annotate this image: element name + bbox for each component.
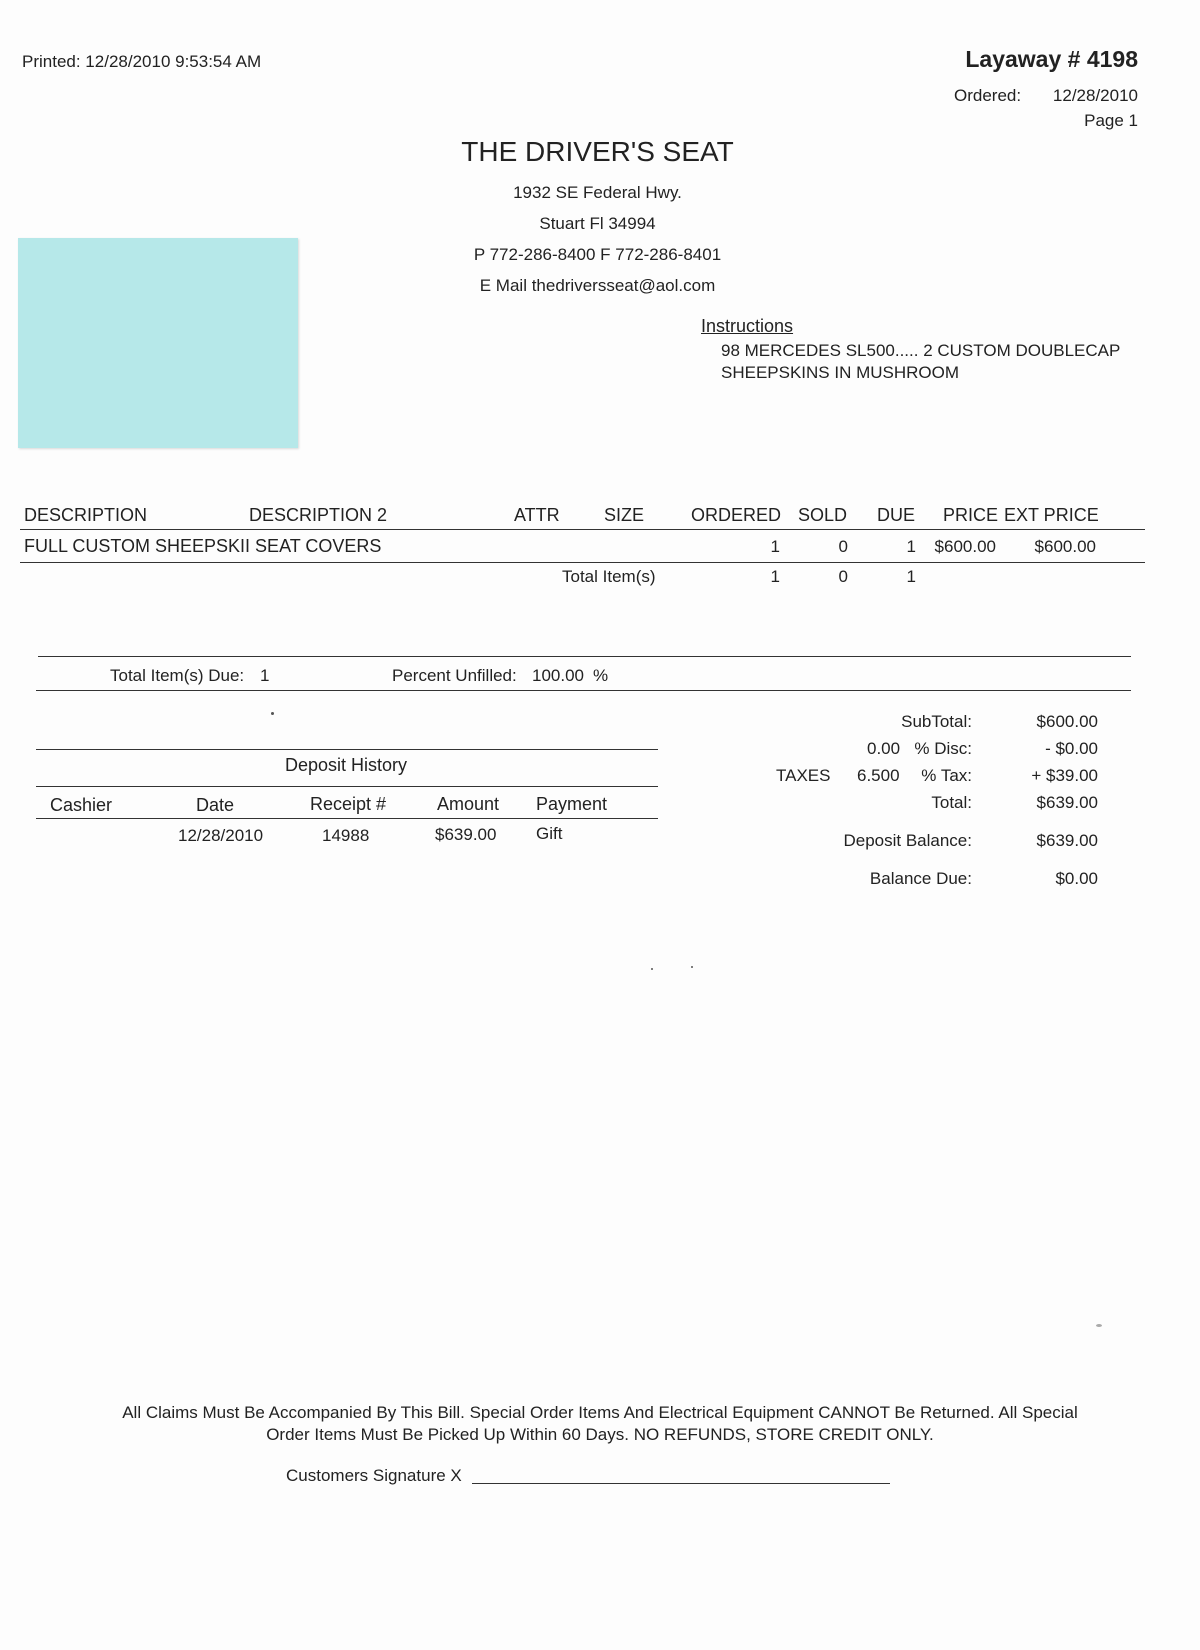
- col-header-due: DUE: [877, 505, 916, 525]
- scan-speck: [691, 966, 693, 968]
- deposit-col-date: Date: [196, 795, 235, 815]
- table-header-rule: [20, 529, 1145, 530]
- percent-sign: %: [593, 666, 609, 685]
- col-header-description2: DESCRIPTION 2: [249, 505, 388, 525]
- policy-line1: All Claims Must Be Accompanied By This Bill. Special Order Items And Electrical Equipment CANNOT Be Returned. All Special: [122, 1403, 1078, 1422]
- deposit-col-receipt: Receipt #: [310, 794, 387, 814]
- deposit-amount: $639.00: [435, 825, 497, 844]
- table-row-rule: [20, 562, 1145, 563]
- total-items-due-value: 1: [260, 666, 270, 685]
- printed-timestamp: Printed: 12/28/2010 9:53:54 AM: [22, 52, 262, 71]
- percent-unfilled-label: Percent Unfilled:: [392, 666, 517, 685]
- total-ordered: 1: [770, 567, 780, 586]
- deposit-date: 12/28/2010: [178, 826, 264, 845]
- signature-label: Customers Signature X: [286, 1466, 462, 1485]
- item-ext-price: $600.00: [1034, 537, 1096, 556]
- store-email: E Mail thedriversseat@aol.com: [479, 276, 716, 295]
- layaway-number: Layaway # 4198: [965, 46, 1138, 72]
- subtotal-label: SubTotal:: [901, 712, 972, 731]
- ordered-label: Ordered:: [954, 86, 1022, 105]
- col-header-ext-price: EXT PRICE: [1004, 505, 1099, 525]
- sticky-note: [18, 238, 298, 448]
- col-header-attr: ATTR: [514, 505, 560, 525]
- total-items-due-label: Total Item(s) Due:: [110, 666, 245, 685]
- balance-due-label: Balance Due:: [869, 869, 972, 888]
- item-ordered: 1: [770, 537, 780, 556]
- col-header-description: DESCRIPTION: [24, 505, 148, 525]
- total-items-label: Total Item(s): [562, 567, 656, 586]
- balance-due-value: $0.00: [1055, 869, 1098, 888]
- discount-value: - $0.00: [1045, 739, 1098, 758]
- instructions-line1: 98 MERCEDES SL500..... 2 CUSTOM DOUBLECAP: [721, 341, 1121, 360]
- ordered-date: 12/28/2010: [1052, 86, 1138, 105]
- item-sold: 0: [838, 537, 848, 556]
- scan-speck: [271, 712, 274, 715]
- deposit-payment: Gift: [536, 824, 563, 843]
- instructions-label: Instructions: [701, 316, 794, 336]
- percent-unfilled-value: 100.00: [532, 666, 584, 685]
- store-name: THE DRIVER'S SEAT: [461, 136, 734, 167]
- scan-speck: [1096, 1324, 1102, 1327]
- tax-label: % Tax:: [921, 766, 972, 785]
- page-number: Page 1: [1084, 111, 1138, 130]
- tax-value: + $39.00: [1031, 766, 1098, 785]
- col-header-size: SIZE: [604, 505, 645, 525]
- scan-speck: [651, 968, 653, 970]
- deposit-history-top-rule: [36, 749, 658, 750]
- discount-percent: 0.00: [867, 739, 901, 758]
- store-address-line1: 1932 SE Federal Hwy.: [513, 183, 682, 202]
- policy-line2: Order Items Must Be Picked Up Within 60 Days. NO REFUNDS, STORE CREDIT ONLY.: [266, 1425, 934, 1444]
- deposit-balance-value: $639.00: [1036, 831, 1098, 850]
- deposit-balance-label: Deposit Balance:: [843, 831, 972, 850]
- summary-top-rule: [38, 656, 1131, 657]
- subtotal-value: $600.00: [1036, 712, 1098, 731]
- item-due: 1: [906, 537, 916, 556]
- total-value: $639.00: [1036, 793, 1098, 812]
- total-sold: 0: [838, 567, 848, 586]
- item-description: FULL CUSTOM SHEEPSKII SEAT COVERS: [24, 536, 382, 556]
- tax-percent: 6.500: [857, 766, 900, 785]
- deposit-col-payment: Payment: [536, 794, 608, 814]
- store-address-line2: Stuart Fl 34994: [539, 214, 656, 233]
- deposit-history-title: Deposit History: [284, 755, 408, 775]
- total-label: Total:: [931, 793, 972, 812]
- summary-bottom-rule: [36, 690, 1131, 691]
- deposit-col-amount: Amount: [437, 794, 500, 814]
- total-due: 1: [906, 567, 916, 586]
- signature-line: [472, 1483, 890, 1484]
- col-header-ordered: ORDERED: [691, 505, 782, 525]
- col-header-sold: SOLD: [798, 505, 848, 525]
- deposit-header-rule: [36, 818, 658, 819]
- taxes-label: TAXES: [776, 766, 831, 785]
- instructions-line2: SHEEPSKINS IN MUSHROOM: [721, 363, 960, 382]
- deposit-receipt: 14988: [322, 826, 370, 845]
- discount-label: % Disc:: [914, 739, 972, 758]
- col-header-price: PRICE: [943, 505, 999, 525]
- deposit-col-cashier: Cashier: [50, 795, 113, 815]
- deposit-history-title-rule: [36, 786, 658, 787]
- item-price: $600.00: [934, 537, 996, 556]
- store-phone-fax: P 772-286-8400 F 772-286-8401: [473, 245, 722, 264]
